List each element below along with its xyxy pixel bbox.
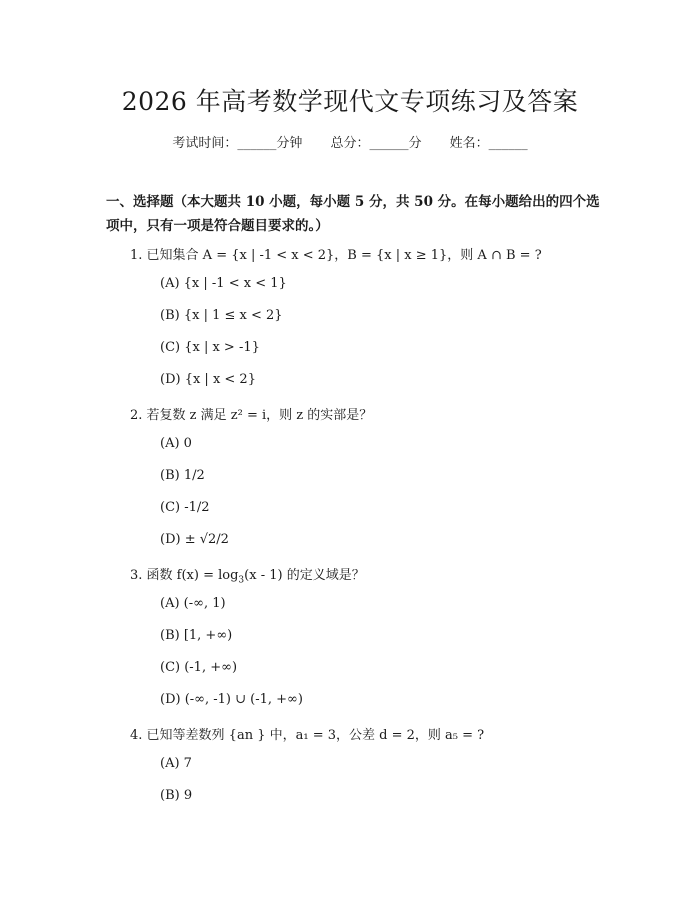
question-2: 2. 若复数 z 满足 z² = i，则 z 的实部是？ bbox=[130, 408, 373, 423]
question-3-option-c: (C) (-1, +∞) bbox=[160, 660, 238, 675]
question-1-option-a: (A) {x | -1 < x < 1} bbox=[160, 276, 287, 291]
question-3-stem-end: (x - 1) 的定义域是？ bbox=[244, 568, 365, 583]
question-1: 1. 已知集合 A = {x | -1 < x < 2}，B = {x | x ≥ 1}，则 A ∩ B = ? bbox=[130, 248, 542, 263]
section-heading: 一、选择题（本大题共 10 小题，每小题 5 分，共 50 分。在每小题给出的四个选项中，只有一项是符合题目要求的。） bbox=[106, 194, 600, 234]
question-4-option-b: (B) 9 bbox=[160, 788, 193, 803]
exam-info bbox=[0, 132, 700, 151]
question-1-option-d: (D) {x | x < 2} bbox=[160, 372, 256, 387]
page-title: 2026 年高考数学现代文专项练习及答案 bbox=[121, 87, 579, 116]
question-2-option-a: (A) 0 bbox=[160, 436, 192, 451]
question-2-option-d: (D) ± √2/2 bbox=[160, 532, 229, 547]
student-name-field: 姓名：______ bbox=[449, 136, 528, 151]
question-1-option-c: (C) {x | x > -1} bbox=[160, 340, 260, 355]
question-3-stem-start: 3. 函数 f(x) = log bbox=[130, 568, 239, 583]
log-base: 3 bbox=[238, 575, 245, 586]
question-2-option-b: (B) 1/2 bbox=[160, 468, 205, 483]
question-2-option-c: (C) -1/2 bbox=[160, 500, 210, 515]
question-1-option-b: (B) {x | 1 ≤ x < 2} bbox=[160, 308, 283, 323]
question-3-option-b: (B) [1, +∞) bbox=[160, 628, 233, 643]
question-4-option-a: (A) 7 bbox=[160, 756, 192, 771]
total-score-field: 总分：______分 bbox=[330, 136, 422, 151]
question-3 bbox=[130, 564, 365, 586]
question-3-option-a: (A) (-∞, 1) bbox=[160, 596, 226, 611]
question-4: 4. 已知等差数列 {an } 中，a₁ = 3，公差 d = 2，则 a₅ = ? bbox=[130, 728, 485, 743]
exam-time-field: 考试时间：______分钟 bbox=[172, 136, 303, 151]
question-3-option-d: (D) (-∞, -1) ∪ (-1, +∞) bbox=[160, 692, 303, 707]
